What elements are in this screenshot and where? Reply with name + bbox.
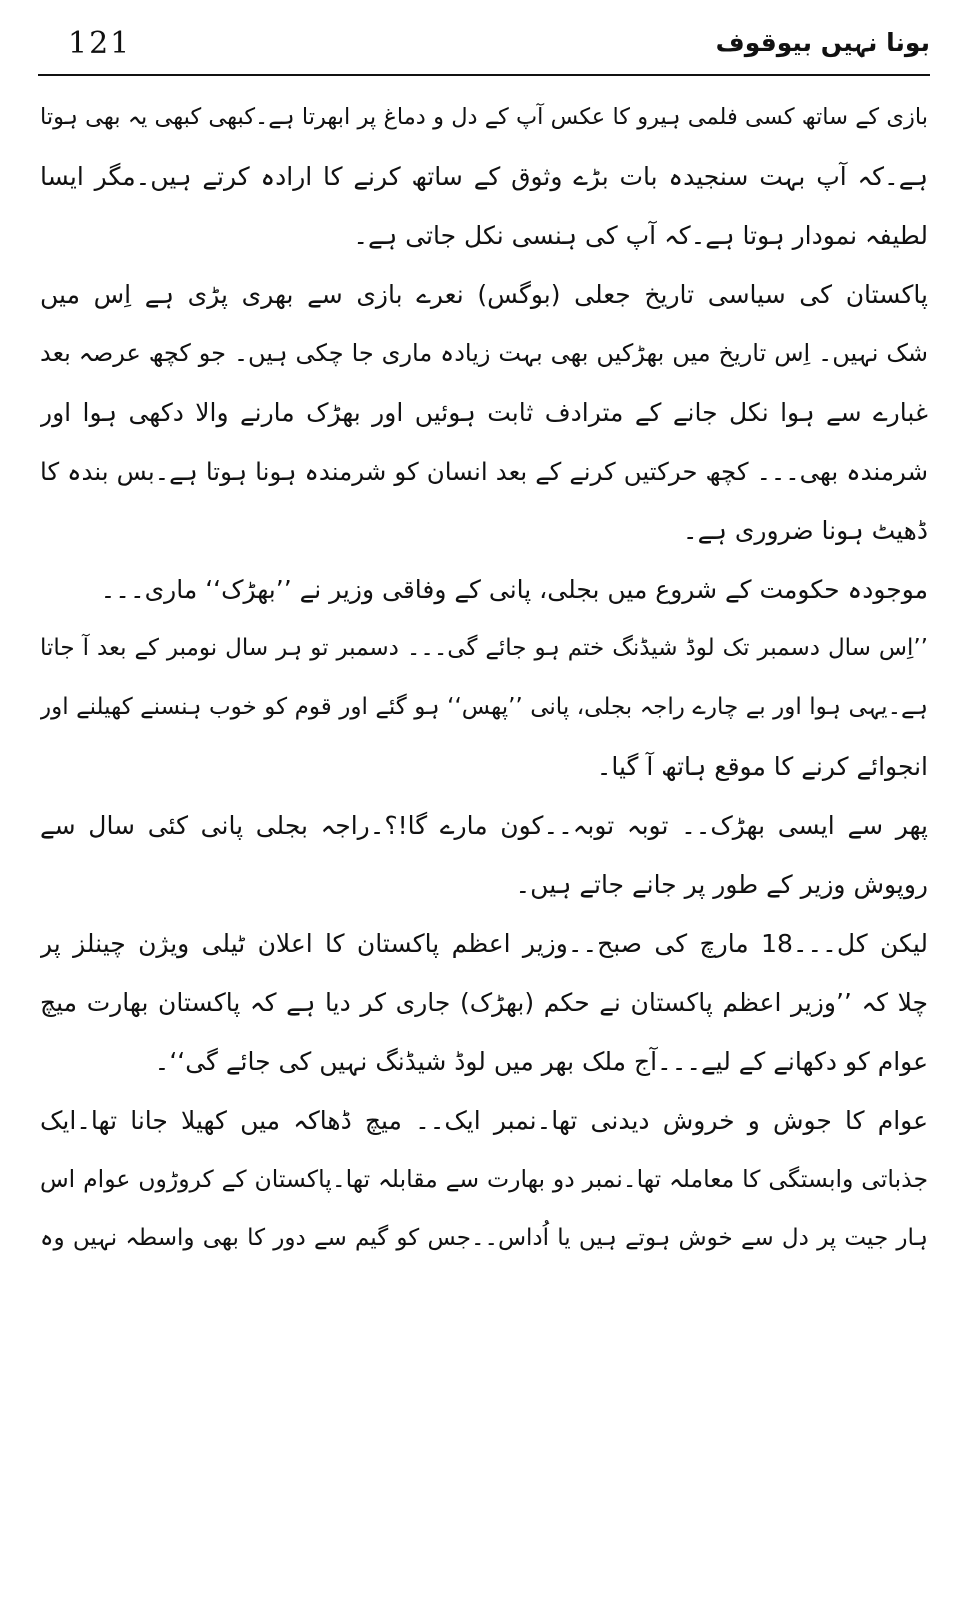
page-header: [38, 22, 930, 76]
text-line: لطیفہ نمودار ہوتا ہے۔کہ آپ کی ہنسی نکل جاتی ہے۔: [353, 221, 928, 250]
text-line: ہار جیت پر دل سے خوش ہوتے ہیں یا اُداس۔۔جس کو گیم سے دور کا بھی واسطہ نہیں وہ: [40, 1225, 928, 1251]
text-line: ’’اِس سال دسمبر تک لوڈ شیڈنگ ختم ہو جائے گی۔۔۔ دسمبر تو ہر سال نومبر کے بعد آ جاتا: [40, 635, 928, 661]
text-line: شک نہیں۔ اِس تاریخ میں بھڑکیں بھی بہت زیادہ ماری جا چکی ہیں۔ جو کچھ عرصہ بعد: [40, 339, 928, 367]
text-line: انجوائے کرنے کا موقع ہاتھ آ گیا۔: [596, 752, 928, 781]
text-line: ڈھیٹ ہونا ضروری ہے۔: [682, 516, 928, 545]
page-number: 121: [68, 26, 132, 61]
text-line: روپوش وزیر کے طور پر جانے جاتے ہیں۔: [515, 870, 928, 899]
text-line: موجودہ حکومت کے شروع میں بجلی، پانی کے وفاقی وزیر نے ’’بھڑک‘‘ ماری۔۔۔: [100, 575, 928, 604]
text-line: غبارے سے ہوا نکل جانے کے مترادف ثابت ہوئیں اور بھڑک مارنے والا دکھی ہوا اور: [40, 398, 928, 427]
text-line: شرمندہ بھی۔۔۔ کچھ حرکتیں کرنے کے بعد انسان کو شرمندہ ہونا ہوتا ہے۔بس بندہ کا: [40, 457, 928, 486]
text-line: بازی کے ساتھ کسی فلمی ہیرو کا عکس آپ کے دل و دماغ پر ابھرتا ہے۔کبھی کبھی یہ بھی ہوتا: [40, 104, 928, 130]
text-line: چلا کہ ’’وزیر اعظم پاکستان نے حکم (بھڑک) جاری کر دیا ہے کہ پاکستان بھارت میچ: [40, 988, 928, 1017]
text-line: عوام کو دکھانے کے لیے۔۔۔آج ملک بھر میں لوڈ شیڈنگ نہیں کی جائے گی‘‘۔: [154, 1047, 928, 1076]
body-text: [40, 88, 928, 1602]
text-line: ہے۔یہی ہوا اور بے چارے راجہ بجلی، پانی ’’پھس‘‘ ہو گئے اور قوم کو خوب ہنسنے کھیلنے اور: [40, 694, 928, 720]
text-line: عوام کا جوش و خروش دیدنی تھا۔نمبر ایک۔۔ میچ ڈھاکہ میں کھیلا جانا تھا۔ایک: [40, 1106, 928, 1135]
text-line: لیکن کل۔۔۔18 مارچ کی صبح۔۔وزیر اعظم پاکستان کا اعلان ٹیلی ویژن چینلز پر: [40, 929, 928, 958]
running-title: بونا نہیں بیوقوف: [715, 28, 930, 57]
text-line: پاکستان کی سیاسی تاریخ جعلی (بوگس) نعرے بازی سے بھری پڑی ہے اِس میں: [40, 280, 928, 309]
text-line: جذباتی وابستگی کا معاملہ تھا۔نمبر دو بھارت سے مقابلہ تھا۔پاکستان کے کروڑوں عوام اس: [40, 1165, 928, 1193]
text-line: ہے۔کہ آپ بہت سنجیدہ بات بڑے وثوق کے ساتھ کرنے کا ارادہ کرتے ہیں۔مگر ایسا: [40, 162, 928, 191]
text-line: پھر سے ایسی بھڑک۔۔ توبہ توبہ۔۔کون مارے گا!؟۔راجہ بجلی پانی کئی سال سے: [40, 811, 928, 840]
